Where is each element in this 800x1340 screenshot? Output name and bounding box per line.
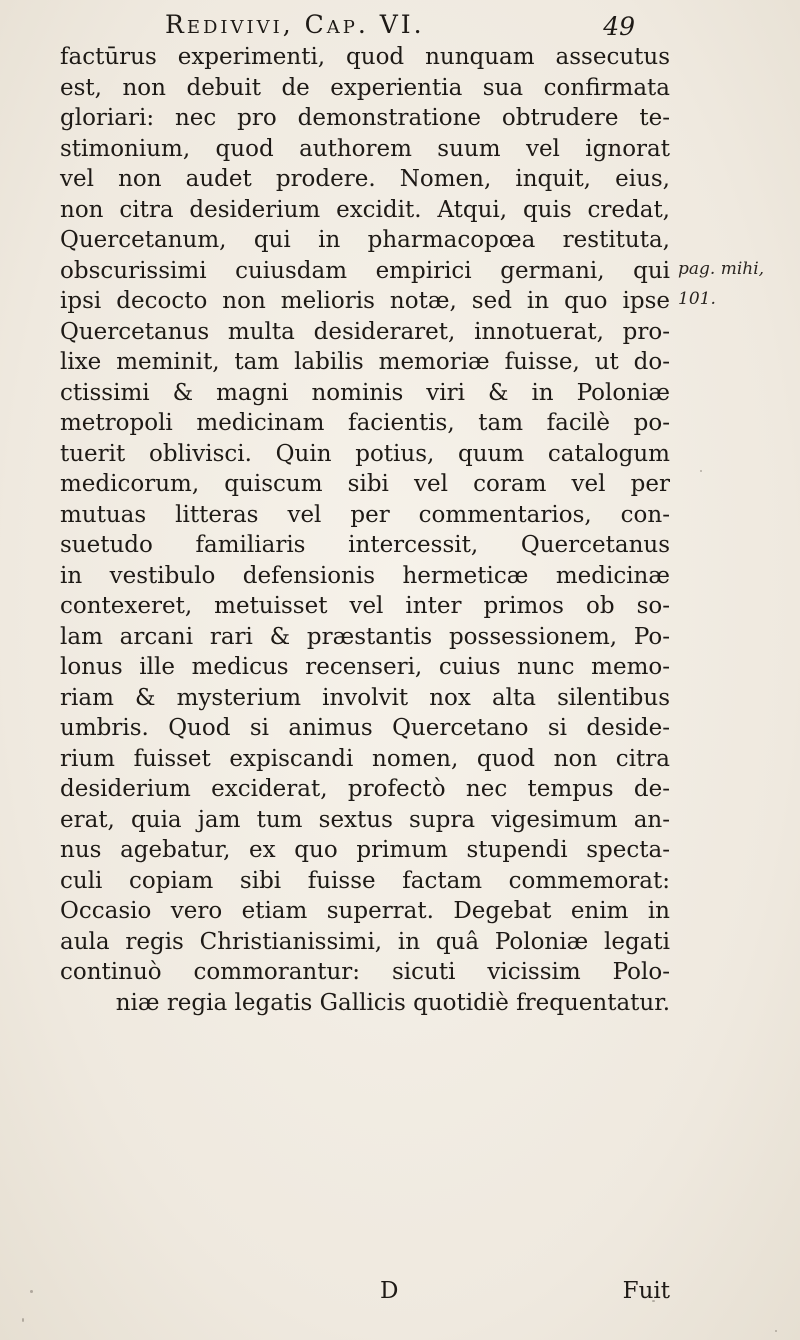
text-line: riam & mysterium involvit nox alta silentibus [60,684,670,711]
text-line: contexeret, metuisset vel inter primos ob so- [60,593,670,619]
text-line: niæ regia legatis Gallicis quotidiè frequentatur. [115,989,670,1016]
text-line: tuerit oblivisci. Quin potius, quum catalogum [60,440,670,467]
catchword-row [60,1278,670,1310]
text-line: continuò commorantur: sicuti vicissim Polo- [60,959,670,985]
text-line: desiderium exciderat, profectò nec tempus de- [60,776,670,802]
text-line: culi copiam sibi fuisse factam commemorat: [60,867,670,894]
text-line: obscurissimi cuiusdam empirici germani, qui [60,257,670,284]
text-line: Quercetanus multa desideraret, innotuerat, pro- [60,318,670,345]
text-line: suetudo familiaris intercessit, Quercetanus [60,532,670,558]
body-text [60,42,670,1018]
text-line: lam arcani rari & præstantis possessionem, Po- [60,623,670,650]
margin-note: 101. [678,289,716,309]
text-line: vel non audet prodere. Nomen, inquit, eius, [60,166,670,192]
text-line: umbris. Quod si animus Quercetano si deside- [60,715,670,741]
text-line: in vestibulo defensionis hermeticæ medicinæ [60,562,670,589]
text-line: metropoli medicinam facientis, tam facilè po- [60,410,670,436]
text-line: Occasio vero etiam superrat. Degebat enim in [60,898,670,924]
text-line: erat, quia jam tum sextus supra vigesimum an- [60,806,670,833]
text-line: medicorum, quiscum sibi vel coram vel per [60,471,670,497]
text-line: ipsi decocto non melioris notæ, sed in quo ipse [60,288,670,314]
text-line: nus agebatur, ex quo primum stupendi specta- [60,837,670,863]
text-line: stimonium, quod authorem suum vel ignorat [60,135,670,162]
text-line: aula regis Christianissimi, in quâ Poloniæ legati [60,928,670,955]
text-line: ctissimi & magni nominis viri & in Poloniæ [60,379,670,406]
text-line: gloriari: nec pro demonstratione obtrudere te- [60,105,670,131]
text-line: lonus ille medicus recenseri, cuius nunc memo- [60,654,670,680]
text-line: Quercetanum, qui in pharmacopœa restituta, [60,227,670,253]
text-line: factūrus experimenti, quod nunquam assecutus [60,44,670,70]
text-line: non citra desiderium excidit. Atqui, quis credat, [60,196,670,223]
running-head: Redivivi, Cap. VI. [165,10,425,39]
page-number: 49 [603,12,635,41]
text-line: mutuas litteras vel per commentarios, con- [60,501,670,528]
catchword: Fuit [622,1278,670,1304]
text-line: rium fuisset expiscandi nomen, quod non citra [60,745,670,772]
text-line: est, non debuit de experientia sua confirmata [60,74,670,101]
signature-mark: D [380,1278,399,1304]
margin-note: pag. mihi, [678,258,765,279]
text-line: lixe meminit, tam labilis memoriæ fuisse, ut do- [60,349,670,375]
